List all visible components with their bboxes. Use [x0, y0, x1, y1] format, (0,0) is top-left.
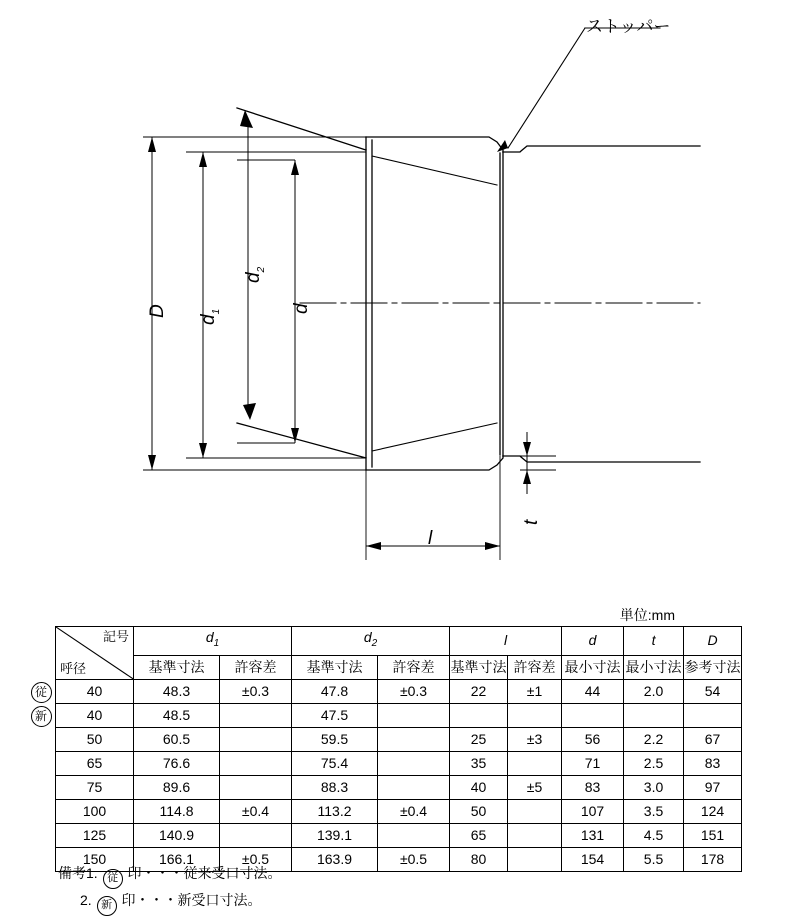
row-d2-tolerance: ±0.3: [378, 679, 450, 703]
dimension-label-d2: $d_2$: [243, 266, 267, 283]
row-d2-nominal: 88.3: [292, 775, 378, 799]
socket-outline-bottom-left: [366, 456, 503, 470]
row-l-tolerance: [508, 751, 562, 775]
group-header-t: t: [624, 627, 684, 656]
table-row: [56, 679, 742, 703]
row-t-min: 2.5: [624, 751, 684, 775]
arrow-d-top: [291, 160, 299, 175]
group-header-d1: $d_1$: [134, 627, 292, 656]
row-d-min: 83: [562, 775, 624, 799]
row-d1-nominal: 76.6: [134, 751, 220, 775]
row-D-ref: 97: [684, 775, 742, 799]
row-l-nominal: 80: [450, 847, 508, 871]
subheader-l-nominal: 基準寸法: [450, 655, 508, 679]
row-d-min: 44: [562, 679, 624, 703]
row-l-nominal: 35: [450, 751, 508, 775]
pipe-bottom-line: [503, 456, 700, 462]
subheader-d2-tolerance: 許容差: [378, 655, 450, 679]
taper-line-bottom-outer: [237, 423, 366, 458]
arrow-l-left: [366, 542, 381, 550]
subheader-d1-nominal: 基準寸法: [134, 655, 220, 679]
note-2-mark: 新: [97, 896, 117, 916]
row-d2-tolerance: [378, 823, 450, 847]
row-t-min: 4.5: [624, 823, 684, 847]
row-d-min: 56: [562, 727, 624, 751]
subheader-t-min: 最小寸法: [624, 655, 684, 679]
row-d1-nominal: 89.6: [134, 775, 220, 799]
row-l-tolerance: [508, 703, 562, 727]
dimension-label-D: D: [147, 304, 168, 318]
row-d2-tolerance: [378, 727, 450, 751]
row-d-min: [562, 703, 624, 727]
arrow-d2-bottom: [243, 403, 256, 420]
arrow-d1-top: [199, 152, 207, 167]
taper-line-top-inner: [372, 156, 497, 185]
row-size: 100: [56, 799, 134, 823]
note-2-text: 印・・・新受口寸法。: [121, 892, 262, 908]
subheader-l-tolerance: 許容差: [508, 655, 562, 679]
row-d1-nominal: 140.9: [134, 823, 220, 847]
row-D-ref: 67: [684, 727, 742, 751]
row-d2-nominal: 75.4: [292, 751, 378, 775]
row-size-text: 40: [86, 682, 103, 699]
row-marker: [29, 682, 53, 703]
row-l-nominal: [450, 703, 508, 727]
note-line-2: [58, 889, 281, 916]
taper-line-top-outer: [237, 108, 366, 150]
row-size: 65: [56, 751, 134, 775]
row-d1-tolerance: ±0.4: [220, 799, 292, 823]
row-d1-tolerance: [220, 703, 292, 727]
note-1-mark: 従: [103, 869, 123, 889]
row-marker-circle: 新: [31, 706, 52, 727]
arrow-l-right: [485, 542, 500, 550]
row-D-ref: [684, 703, 742, 727]
specification-table-wrapper: [34, 626, 741, 872]
row-d2-nominal: 113.2: [292, 799, 378, 823]
arrow-t-top: [523, 442, 531, 456]
table-row: [56, 799, 742, 823]
group-header-d2: $d_2$: [292, 627, 450, 656]
row-l-nominal: 40: [450, 775, 508, 799]
row-d2-nominal: 47.5: [292, 703, 378, 727]
row-d1-tolerance: [220, 751, 292, 775]
table-row: [56, 727, 742, 751]
pipe-top-line: [503, 146, 700, 152]
row-marker-circle: 従: [31, 682, 52, 703]
row-l-tolerance: ±5: [508, 775, 562, 799]
row-d2-nominal: 139.1: [292, 823, 378, 847]
table-row: [56, 823, 742, 847]
row-D-ref: 151: [684, 823, 742, 847]
stopper-leader-diagonal: [508, 28, 585, 148]
table-body: [34, 679, 742, 871]
row-d2-tolerance: [378, 775, 450, 799]
row-size: [34, 703, 134, 727]
row-d1-nominal: 48.3: [134, 679, 220, 703]
row-d2-tolerance: ±0.5: [378, 847, 450, 871]
group-header-D: D: [684, 627, 742, 656]
row-D-ref: 178: [684, 847, 742, 871]
notes-block: [58, 862, 281, 916]
row-D-ref: 54: [684, 679, 742, 703]
subheader-D-ref: 参考寸法: [684, 655, 742, 679]
row-t-min: [624, 703, 684, 727]
taper-line-bottom-inner: [372, 423, 497, 451]
row-d1-nominal: 48.5: [134, 703, 220, 727]
row-l-tolerance: [508, 823, 562, 847]
row-d2-nominal: 163.9: [292, 847, 378, 871]
row-D-ref: 124: [684, 799, 742, 823]
dimension-label-t: t: [521, 519, 542, 525]
row-t-min: 2.0: [624, 679, 684, 703]
row-d-min: 154: [562, 847, 624, 871]
table-row: [56, 751, 742, 775]
row-l-nominal: 25: [450, 727, 508, 751]
row-t-min: 3.0: [624, 775, 684, 799]
row-l-tolerance: ±3: [508, 727, 562, 751]
row-d-min: 131: [562, 823, 624, 847]
table-header-row-2: [56, 655, 742, 679]
table-header-row-1: [56, 627, 742, 656]
row-t-min: 2.2: [624, 727, 684, 751]
note-1-prefix: 備考1.: [58, 865, 98, 881]
row-d1-tolerance: [220, 823, 292, 847]
row-l-nominal: 22: [450, 679, 508, 703]
row-l-nominal: 65: [450, 823, 508, 847]
group-header-d: d: [562, 627, 624, 656]
dimension-label-d: d: [291, 303, 312, 314]
arrow-t-bottom: [523, 470, 531, 484]
row-d1-nominal: 60.5: [134, 727, 220, 751]
row-d-min: 107: [562, 799, 624, 823]
socket-outline-top-left: [366, 137, 503, 152]
specification-table: [34, 626, 742, 872]
row-l-nominal: 50: [450, 799, 508, 823]
corner-size-header: 呼径: [60, 660, 87, 676]
row-d1-tolerance: ±0.3: [220, 679, 292, 703]
row-d2-tolerance: [378, 751, 450, 775]
dimension-label-d1: $d_1$: [198, 308, 222, 325]
stopper-label: ストッパー: [586, 17, 671, 36]
row-l-tolerance: [508, 847, 562, 871]
row-size: 150: [56, 847, 134, 871]
row-l-tolerance: [508, 799, 562, 823]
row-t-min: 3.5: [624, 799, 684, 823]
row-size: 75: [56, 775, 134, 799]
row-l-tolerance: ±1: [508, 679, 562, 703]
row-d2-nominal: 59.5: [292, 727, 378, 751]
table-row: [56, 703, 742, 727]
row-D-ref: 83: [684, 751, 742, 775]
arrow-d1-bottom: [199, 443, 207, 458]
table-row: [56, 775, 742, 799]
note-1-text: 印・・・従来受口寸法。: [127, 865, 282, 881]
dimension-label-l: l: [428, 528, 433, 549]
row-d2-tolerance: ±0.4: [378, 799, 450, 823]
row-d2-nominal: 47.8: [292, 679, 378, 703]
group-header-l: l: [450, 627, 562, 656]
subheader-d1-tolerance: 許容差: [220, 655, 292, 679]
subheader-d-min: 最小寸法: [562, 655, 624, 679]
corner-symbol-header: 記号: [102, 629, 129, 644]
note-line-1: [58, 862, 281, 889]
row-marker: [29, 706, 53, 727]
row-d1-tolerance: [220, 727, 292, 751]
row-d2-tolerance: [378, 703, 450, 727]
arrow-D-bottom: [148, 455, 156, 470]
arrow-d-bottom: [291, 428, 299, 443]
row-size-text: 40: [86, 706, 103, 723]
row-d1-tolerance: ±0.5: [220, 847, 292, 871]
row-size: [34, 679, 134, 703]
row-d-min: 71: [562, 751, 624, 775]
unit-note: 単位:mm: [619, 607, 675, 623]
table-corner-cell: [56, 627, 134, 680]
row-d1-tolerance: [220, 775, 292, 799]
row-t-min: 5.5: [624, 847, 684, 871]
subheader-d2-nominal: 基準寸法: [292, 655, 378, 679]
row-size: 125: [56, 823, 134, 847]
note-2-prefix: 2.: [80, 892, 92, 908]
arrow-D-top: [148, 137, 156, 152]
row-size: 50: [56, 727, 134, 751]
row-d1-nominal: 166.1: [134, 847, 220, 871]
row-d1-nominal: 114.8: [134, 799, 220, 823]
